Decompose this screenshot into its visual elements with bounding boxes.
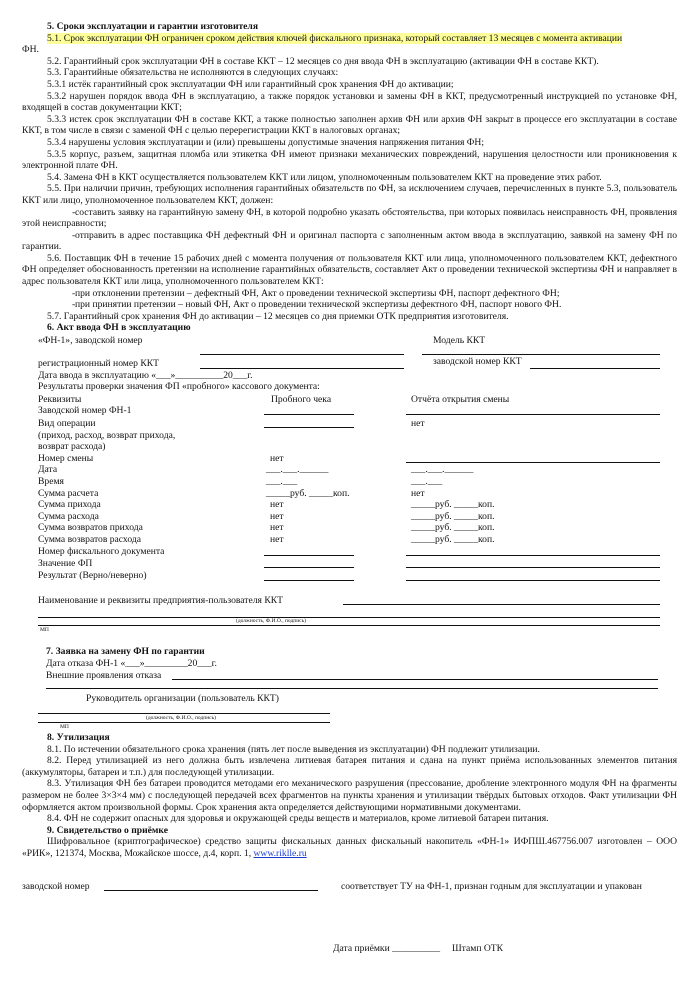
paragraph-5-1: [22, 33, 677, 45]
table-row: Дата: [38, 464, 58, 475]
serial-number-label: заводской номер: [22, 881, 90, 892]
table-row: Сумма прихода: [38, 499, 101, 510]
report-field[interactable]: [406, 580, 660, 581]
col-report: Отчёта открытия смены: [411, 394, 510, 405]
paragraph-5-3-5: 5.3.5 корпус, разъем, защитная пломба или этикетка ФН имеют признаки механических повреждений, нарушения целостности или проникновения к электронной плате ФН.: [22, 148, 677, 172]
bullet-1: -составить заявку на гарантийную замену ФН, в которой подробно указать обстоятельства, при которых появилась неисправность ФН, проявления этой неисправности;: [22, 206, 677, 230]
check-field[interactable]: [264, 427, 354, 428]
org-label: Наименование и реквизиты предприятия-пользователя ККТ: [38, 595, 284, 606]
check-value: нет: [270, 522, 284, 533]
table-row: Номер фискального документа: [38, 546, 165, 557]
paragraph-5-4: 5.4. Замена ФН в ККТ осуществляется пользователем ККТ или лицом, уполномоченным пользователем ККТ на проведение этих работ.: [47, 171, 602, 183]
section-5-title: 5. Сроки эксплуатации и гарантии изготовителя: [47, 21, 259, 32]
model-label: Модель ККТ: [433, 335, 486, 346]
table-row: (приход, расход, возврат прихода,: [38, 430, 176, 441]
highlighted-text: 5.1. Срок эксплуатации ФН ограничен сроком действия ключей фискального признака, который составляет 13 месяцев с момента активации: [47, 32, 623, 44]
paragraph-9: Шифровальное (криптографическое) средство защиты фискальных данных фискальный накопитель «ФН-1» ИФПШ.467756.007 изготовлен – ООО «РИК», 121374, Москва, Можайское шоссе, д.4, корп. 1, www.riklle.ru: [22, 836, 677, 859]
table-row: возврат расхода): [38, 441, 106, 452]
table-row: Заводской номер ФН-1: [38, 405, 132, 416]
paragraph-8-3: 8.3. Утилизация ФН без батареи проводится методами его механического разрушения (прессование, дробление электронного модуля ФН на фрагменты размером не более 3×3×4 мм) с последующей передачей всех фрагментов на пункты хранения и утилизации твёрдых бытовых отходов. Факт утилизации ФН оформляется актом произвольной формы. Срок хранения акта определяется действующими нормативными документами.: [22, 778, 677, 813]
sign-caption: (должность, Ф.И.О., подпись): [236, 618, 306, 624]
head-label: Руководитель организации (пользователь ККТ): [86, 693, 279, 704]
paragraph-5-3-2: 5.3.2 нарушен порядок ввода ФН в эксплуатацию, а также порядок установки и замены ФН в ККТ, предусмотренный инструкцией по установке ФН, входящей в состав документации ККТ;: [22, 90, 677, 114]
paragraph-5-3-4: 5.3.4 нарушены условия эксплуатации и (или) превышены допустимые значения напряжения питания ФН;: [47, 136, 484, 148]
org-field-2[interactable]: [38, 617, 660, 618]
serial-field[interactable]: [200, 354, 404, 355]
sign-caption: (должность, Ф.И.О., подпись): [146, 715, 216, 721]
stamp-label: МП: [60, 724, 69, 730]
website-link[interactable]: www.riklle.ru: [253, 847, 307, 859]
report-value: _____руб. _____коп.: [411, 499, 495, 510]
table-row: Вид операции: [38, 418, 96, 429]
report-value: нет: [411, 488, 425, 499]
table-row: Сумма расчета: [38, 488, 99, 499]
report-value: _____руб. _____коп.: [411, 522, 495, 533]
table-row: Значение ФП: [38, 558, 93, 569]
section-8: [22, 732, 677, 860]
report-value: нет: [411, 418, 425, 429]
table-row: Время: [38, 476, 64, 487]
serial-kkt-field[interactable]: [530, 368, 660, 369]
paragraph-5-3: 5.3. Гарантийные обязательства не исполняются в следующих случаях:: [47, 67, 339, 79]
model-field[interactable]: [422, 354, 660, 355]
table-row: Сумма возвратов прихода: [38, 522, 143, 533]
otk-stamp-label: Штамп ОТК: [452, 943, 504, 954]
paragraph-5-3-3: 5.3.3 истек срок эксплуатации ФН в составе ККТ, а также полностью заполнен архив ФН или архив ФН закрыт в процессе его эксплуатации в составе ККТ, в том числе в связи с заменой ФН с целью перерегистрации ККТ в налоговых органах;: [22, 113, 677, 137]
report-value: ___.___.______: [411, 464, 474, 475]
check-value: ___.___.______: [266, 464, 329, 475]
check-field[interactable]: [264, 414, 354, 415]
bullet-4: -при принятии претензии – новый ФН, Акт о проведении технической экспертизы дефектного ФН, паспорт нового ФН.: [72, 299, 562, 311]
accept-date-label: Дата приёмки __________: [333, 943, 441, 954]
table-row: Результат (Верно/неверно): [38, 570, 147, 581]
section-6-title: 6. Акт ввода ФН в эксплуатацию: [47, 322, 191, 334]
section-9-title: 9. Свидетельство о приёмке: [47, 824, 168, 836]
failure-date-label: Дата отказа ФН-1 «___»_________20___г.: [46, 658, 217, 669]
manifest-field-2[interactable]: [46, 688, 658, 689]
table-row: Сумма расхода: [38, 511, 99, 522]
table-row: Номер смены: [38, 453, 94, 464]
check-value: _____руб. _____коп.: [266, 488, 350, 499]
failure-manifest-label: Внешние проявления отказа: [46, 670, 162, 681]
paragraph-5-6: 5.6. Поставщик ФН в течение 15 рабочих дней с момента получения от пользователя ККТ или лица, уполномоченного пользователем ККТ, дефектного ФН определяет обоснованность претензии на исполнение гарантийных обязательств, составляет Акт о проведении технической экспертизы ФН и направляет в адрес пользователя ККТ или лица, уполномоченного пользователем ККТ:: [22, 252, 677, 288]
check-value: нет: [270, 453, 284, 464]
col-check: Пробного чека: [271, 394, 332, 405]
paragraph-8-2: 8.2. Перед утилизацией из него должна быть извлечена литиевая батарея питания и сдана на пункт приёма использованных элементов питания (аккумуляторы, батареи и т.п.) для последующей утилизации.: [22, 755, 677, 778]
bullet-3: -при отклонении претензии – дефектный ФН, Акт о проведении технической экспертизы ФН, паспорт дефектного ФН;: [72, 287, 560, 299]
reg-label: регистрационный номер ККТ: [38, 358, 159, 369]
manifest-field[interactable]: [172, 679, 658, 680]
signature-line[interactable]: [38, 722, 330, 723]
check-field[interactable]: [264, 555, 354, 556]
section-7-title: 7. Заявка на замену ФН по гарантии: [46, 646, 205, 657]
paragraph-5-7: 5.7. Гарантийный срок хранения ФН до активации – 12 месяцев со дня приемки ОТК предприятия изготовителя.: [47, 310, 509, 322]
date-label: Дата ввода в эксплуатацию «___»__________20___г.: [38, 370, 253, 381]
col-req: Реквизиты: [38, 394, 82, 405]
report-value: _____руб. _____коп.: [411, 534, 495, 545]
check-value: нет: [270, 534, 284, 545]
report-field[interactable]: [406, 567, 660, 568]
conform-text: соответствует ТУ на ФН-1, признан годным для эксплуатации и упакован: [341, 881, 642, 892]
paragraph-5-2: 5.2. Гарантийный срок эксплуатации ФН в составе ККТ – 12 месяцев со дня ввода ФН в эксплуатацию (активации ФН в составе ККТ).: [47, 55, 599, 67]
report-field[interactable]: [406, 462, 660, 463]
org-field[interactable]: [343, 604, 660, 605]
paragraph-5-1-end: ФН.: [22, 44, 39, 56]
paragraph-5-5: 5.5. При наличии причин, требующих исполнения гарантийных обязательств по ФН, за исключением случаев, перечисленных в пункте 5.3, пользователь ККТ или лицо, уполномоченное пользователем ККТ, должен:: [22, 183, 677, 206]
section-8-title: 8. Утилизация: [47, 732, 110, 743]
bullet-2: -отправить в адрес поставщика ФН дефектный ФН и оригинал паспорта с заполненным актом ввода в эксплуатацию, заявкой на замену ФН по гарантии.: [22, 229, 677, 253]
report-value: ___.___: [411, 476, 443, 487]
paragraph-8-4: 8.4. ФН не содержит опасных для здоровья и окружающей среды веществ и материалов, кроме литиевой батареи питания.: [47, 813, 549, 825]
serial-kkt-label: заводской номер ККТ: [433, 356, 522, 367]
section-5: [22, 21, 677, 334]
paragraph-8-1: 8.1. По истечении обязательного срока хранения (пять лет после выведения из эксплуатации) ФН подлежит утилизации.: [47, 743, 540, 755]
report-value: _____руб. _____коп.: [411, 511, 495, 522]
table-row: Сумма возвратов расхода: [38, 534, 142, 545]
check-value: ___.___: [266, 476, 298, 487]
stamp-label: МП: [40, 627, 49, 633]
results-label: Результаты проверки значения ФП «пробного» кассового документа:: [38, 381, 320, 392]
serial-label: «ФН-1», заводской номер: [38, 335, 143, 346]
check-field[interactable]: [264, 567, 354, 568]
report-field[interactable]: [406, 555, 660, 556]
report-field[interactable]: [406, 414, 660, 415]
signature-line[interactable]: [38, 625, 660, 626]
reg-field[interactable]: [200, 368, 404, 369]
paragraph-5-3-1: 5.3.1 истёк гарантийный срок эксплуатации ФН или гарантийный срок хранения ФН до активации;: [47, 78, 454, 90]
check-value: нет: [270, 499, 284, 510]
check-field[interactable]: [264, 580, 354, 581]
check-value: нет: [270, 511, 284, 522]
serial-number-field[interactable]: [104, 890, 318, 891]
head-sign-field[interactable]: [38, 713, 330, 714]
